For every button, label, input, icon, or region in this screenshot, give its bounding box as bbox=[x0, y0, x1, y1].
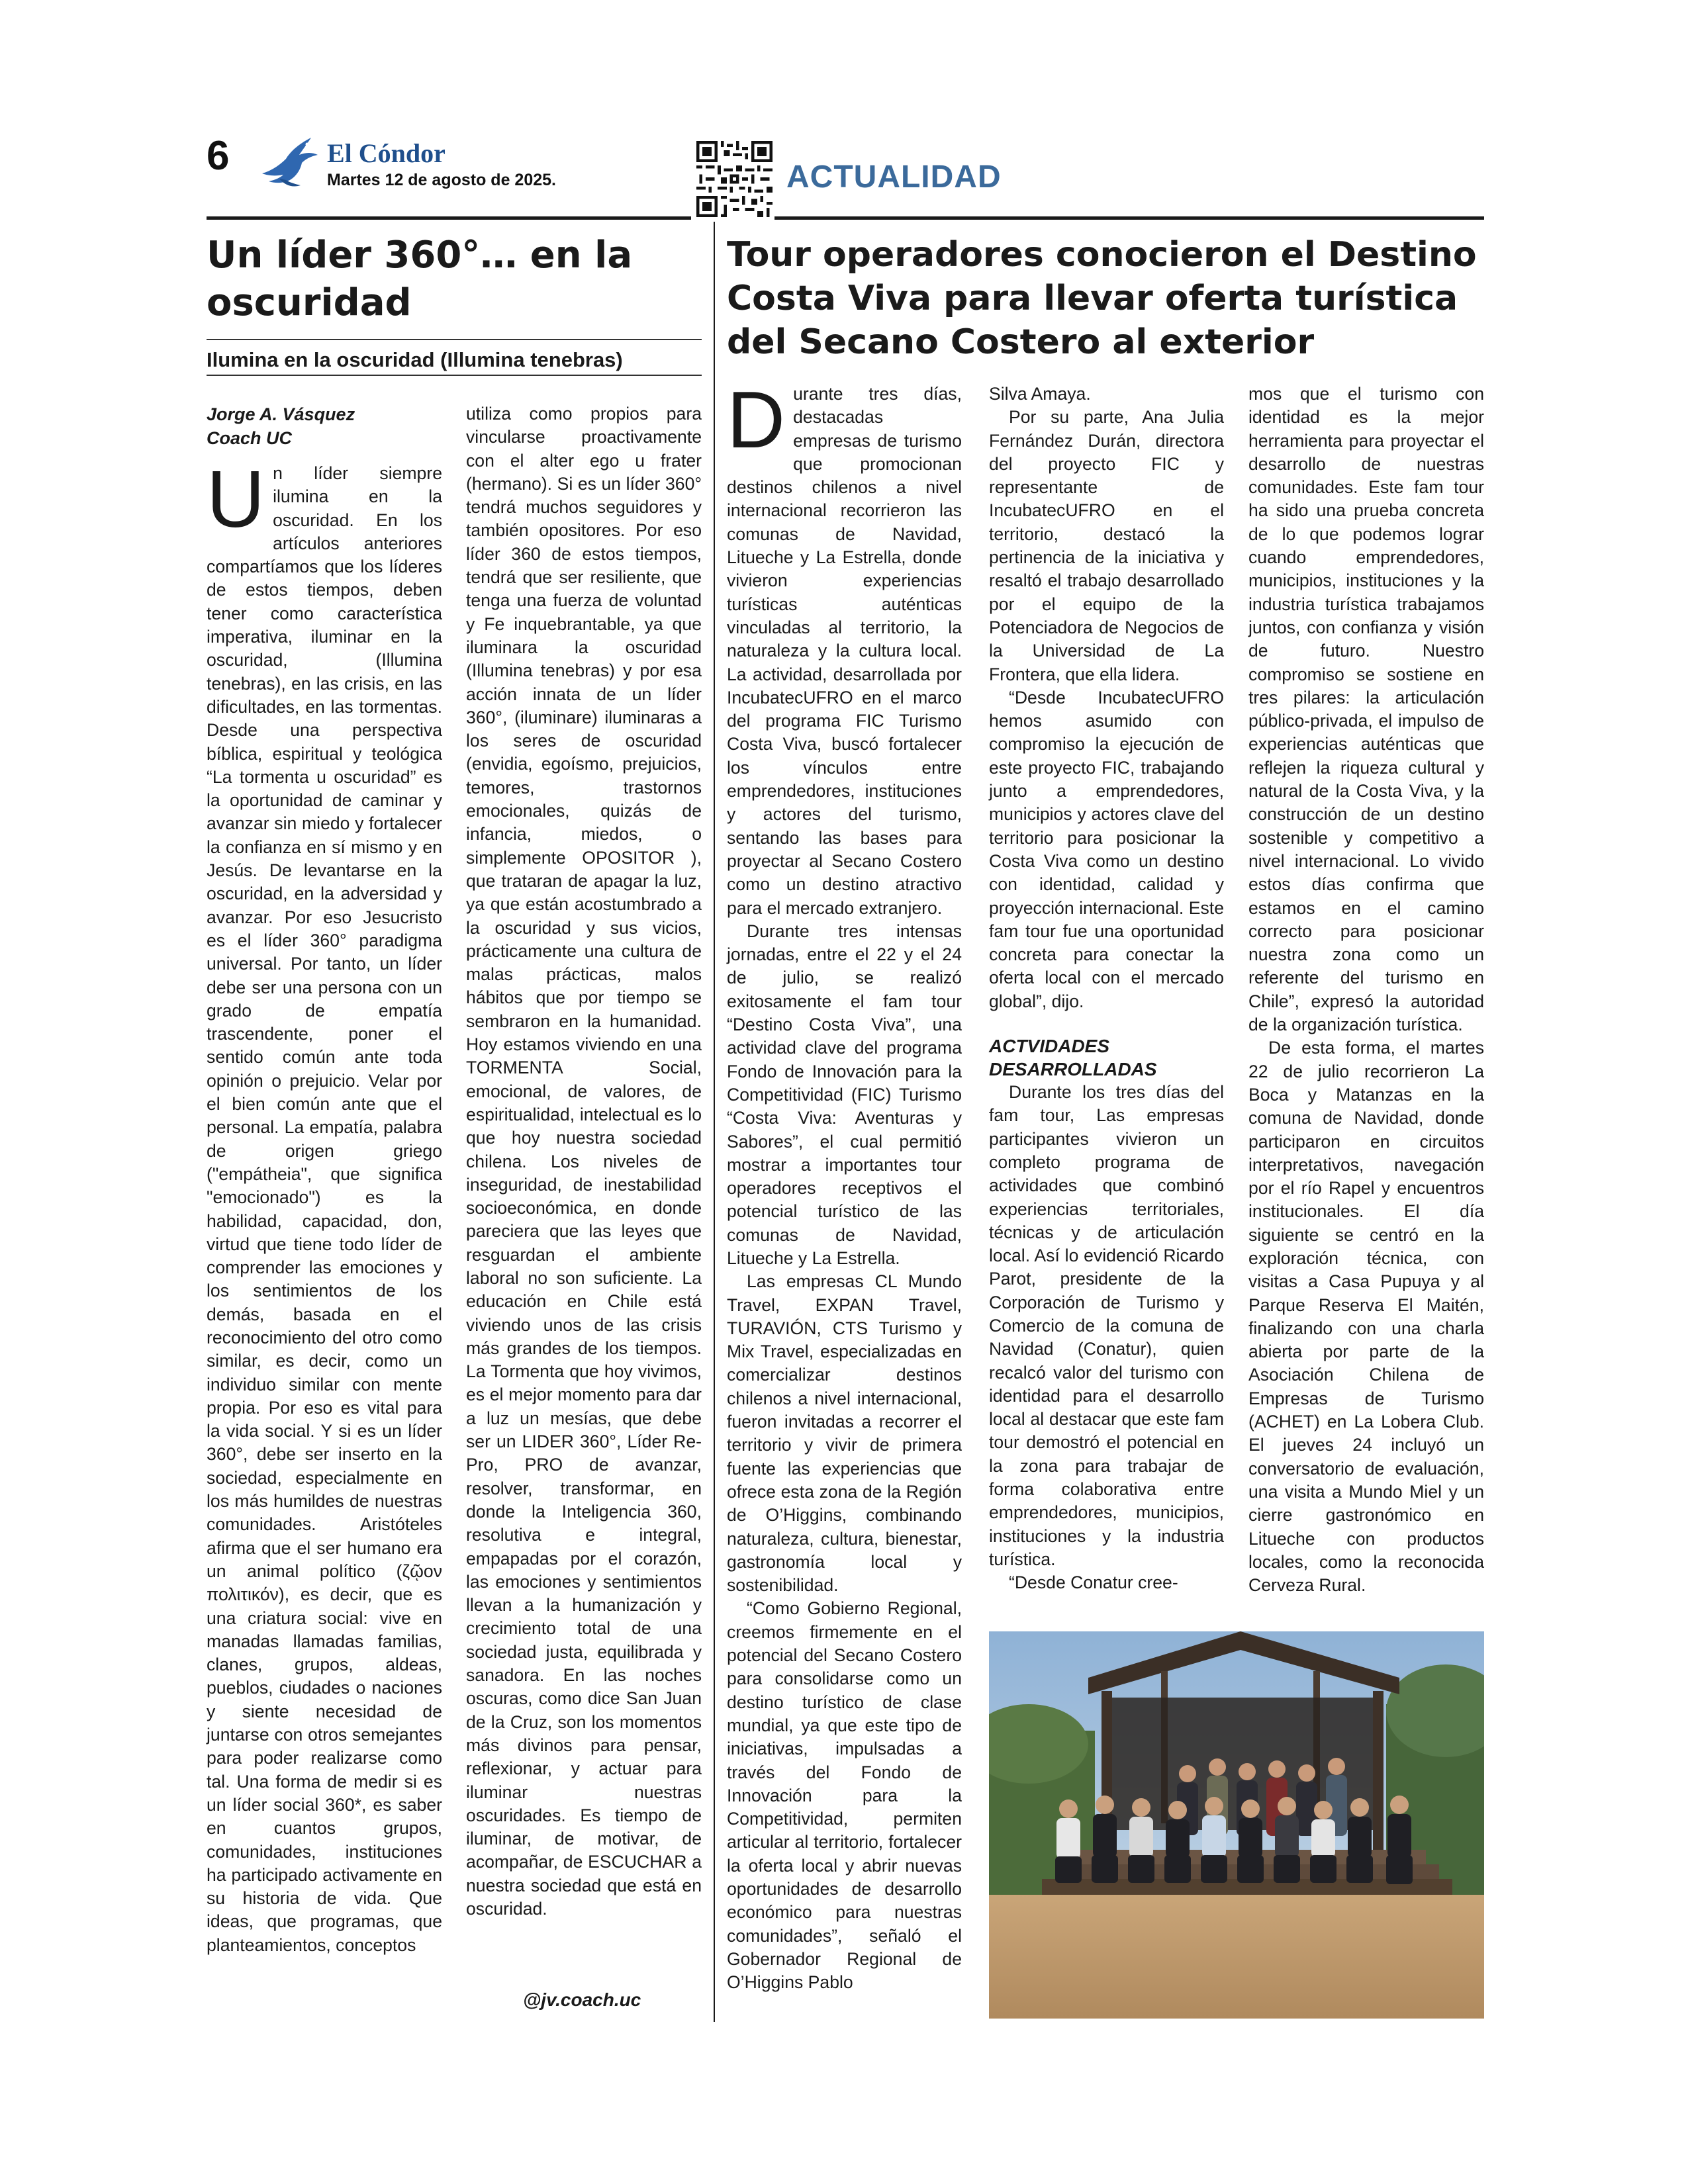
article-paragraph: Durante los tres días del fam tour, Las empresas participantes vivieron un completo programa de actividades que combinó experiencias territoriales, técnicas y de articulación local. Así lo evidenció Ricardo Parot, presidente de la Corporación de Turismo y Comercio de la comuna de Navidad (Conatur), quien recalcó valor del turismo con identidad para el desarrollo local al destacar que este fam tour demostró el potencial en la zona para trabajar de forma colaborativa entre emprendedores, municipios, instituciones y la industria turística. bbox=[989, 1082, 1224, 1569]
right-article-column-3 bbox=[1248, 383, 1484, 1597]
subtitle-rule-bottom bbox=[207, 375, 702, 376]
qr-code-icon[interactable] bbox=[696, 141, 773, 217]
drop-cap: D bbox=[727, 375, 786, 465]
byline bbox=[207, 402, 442, 450]
section-title: ACTUALIDAD bbox=[786, 159, 1002, 195]
condor-bird-icon bbox=[259, 132, 320, 193]
article-paragraph: De esta forma, el martes 22 de julio recorrieron La Boca y Matanzas en la comuna de Navidad, donde participaron en circuitos interpretativos, navegación por el río Rapel y encuentros institucionales. El día siguiente se centró en la exploración técnica, con visitas a Casa Pupuya y al Parque Reserva El Maitén, finalizando con una charla abierta por parte de la Asociación Chilena de Empresas de Turismo (ACHET) en La Lobera Club. El jueves 24 incluyó un conversatorio de evaluación, una visita a Mundo Miel y un cierre gastronómico en Litueche con productos locales, como la reconocida Cerveza Rural. bbox=[1248, 1038, 1484, 1596]
section-subhead: ACTVIDADES DESARROLLADAS bbox=[989, 1036, 1157, 1080]
column-divider bbox=[714, 222, 715, 2022]
article-paragraph: “Desde Conatur cree- bbox=[1009, 1572, 1178, 1593]
author-name: Jorge A. Vásquez bbox=[207, 404, 355, 424]
left-article-column-2 bbox=[466, 402, 702, 1921]
left-paragraph: utiliza como propios para vincularse proactivamente con el alter ego u frater (hermano). Si es un líder 360° tendrá muchos seguidores y también opositores. Por eso líder 360 de estos tiempos, tendrá que ser resiliente, que tenga una fuerza de voluntad y Fe inquebrantable, ya que iluminara la oscuridad (Illumina tenebras) y por esa acción innata de un líder 360°, (iluminare) iluminaras a los seres de oscuridad (envidia, egoísmo, prejuicios, temores, trastornos emocionales, quizás de infancia, miedos, o simplemente OPOSITOR ), que trataran de apagar la luz, ya que están acostumbrado a la oscuridad y sus vicios, prácticamente una cultura de malas prácticas, malos hábitos que por tiempo se sembraron en la humanidad. Hoy estamos viviendo en una TORMENTA Social, emocional, de valores, de espiritualidad, intelectual es lo que hoy nuestra sociedad chilena. Los niveles de inseguridad, de inestabilidad socioeconómica, en donde pareciera que las leyes que resguardan el ambiente laboral no son suficiente. La educación en Chile está viviendo unos de las crisis más grandes de los tiempos. La Tormenta que hoy vivimos, es el mejor momento para dar a luz un mesías, que debe ser un LIDER 360°, Líder Re-Pro, PRO de avanzar, resolver, transformar, en donde la Inteligencia 360, resolutiva e integral, empapadas por el corazón, las emociones y sentimientos llevan a la humanización y crecimiento total de una sociedad justa, equilibrada y sanadora. En las noches oscuras, como dice San Juan de la Cruz, son los momentos más divinos para pensar, reflexionar, y actuar para iluminar nuestras oscuridades. Es tiempo de iluminar, de motivar, de acompañar, de ESCUCHAR a nuestra sociedad que está en oscuridad. bbox=[466, 404, 702, 1919]
article-paragraph: “Como Gobierno Regional, creemos firmemente en el potencial del Secano Costero para consolidarse como un destino turístico de clase mundial, ya que este tipo de iniciativas, impulsadas a través del Fondo de Innovación para la Competitividad, permiten articular al territorio, fortalecer la oferta local y abrir nuevas oportunidades de desarrollo económico para nuestras comunidades”, señaló el Gobernador Regional de O’Higgins Pablo bbox=[727, 1598, 962, 1993]
right-article-column-2 bbox=[989, 383, 1224, 1595]
article-paragraph: mos que el turismo con identidad es la mejor herramienta para proyectar el desarrollo de nuestras comunidades. Este fam tour ha sido una prueba concreta de lo que podemos lograr cuando emprendedores, municipios, instituciones y la industria turística trabajamos juntos, con confianza y visión de futuro. Nuestro compromiso se sostiene en tres pilares: la articulación público-privada, el impulso de experiencias auténticas que reflejen la riqueza cultural y natural de la Costa Viva, y la construcción de un destino sostenible y competitivo a nivel internacional. Lo vivido estos días confirma que estamos en el camino correcto para posicionar nuestra zona como un referente del turismo en Chile”, expresó la autoridad de la organización turística. bbox=[1248, 384, 1484, 1035]
drop-cap: U bbox=[207, 454, 265, 544]
article-paragraph: Las empresas CL Mundo Travel, EXPAN Travel, TURAVIÓN, CTS Turismo y Mix Travel, especializadas en comercializar destinos chilenos a nivel internacional, fueron invitadas a recorrer el territorio y vivir de primera fuente las experiencias que ofrece esta zona de la Región de O’Higgins, combinando naturaleza, cultura, bienestar, gastronomía local y sostenibilidad. bbox=[727, 1271, 962, 1596]
left-paragraph bbox=[207, 454, 442, 1957]
header-rule-right bbox=[774, 216, 1484, 220]
header-rule-left bbox=[207, 216, 691, 220]
author-role: Coach UC bbox=[207, 428, 293, 448]
article-paragraph bbox=[727, 375, 962, 920]
article-paragraph: Por su parte, Ana Julia Fernández Durán, directora del proyecto FIC y representante de IncubatecUFRO en el territorio, destacó la pertinencia de la iniciativa y resaltó el trabajo desarrollado por el equipo de la Potenciadora de Negocios de la Universidad de La Frontera, que ella lidera. bbox=[989, 407, 1224, 684]
newspaper-name: El Cóndor bbox=[327, 138, 445, 168]
left-article-title: Un líder 360°… en la oscuridad bbox=[207, 234, 633, 324]
paragraph-text: urante tres días, destacadas empresas de turismo que promocionan destinos chilenos a nivel internacional recorrieron las comunas de Navidad, Litueche y La Estrella, donde vivieron experiencias turísticas auténticas vinculadas al territorio, la naturaleza y la cultura local. La actividad, desarrollada por IncubatecUFRO en el marco del programa FIC Turismo Costa Viva, buscó fortalecer los vínculos entre emprendedores, instituciones y actores del turismo, sentando las bases para proyectar al Secano Costero como un destino atractivo para el mercado extranjero. bbox=[727, 384, 962, 918]
article-paragraph: Silva Amaya. bbox=[989, 384, 1091, 404]
page-number: 6 bbox=[207, 133, 230, 179]
author-social-handle[interactable]: @jv.coach.uc bbox=[523, 1989, 641, 2010]
article-paragraph: Durante tres intensas jornadas, entre el 22 y el 24 de julio, se realizó exitosamente el fam tour “Destino Costa Viva”, una actividad clave del programa Fondo de Innovación para la Competitividad (FIC) Turismo “Costa Viva: Aventuras y Sabores”, el cual permitió mostrar a importantes tour operadores receptivos el potencial turístico de las comunas de Navidad, Litueche y La Estrella. bbox=[727, 921, 962, 1268]
article-paragraph: “Desde IncubatecUFRO hemos asumido con compromiso la ejecución de este proyecto FIC, trabajando junto a emprendedores, municipios y actores clave del territorio para posicionar la Costa Viva como un destino con identidad, calidad y proyección internacional. Este fam tour fue una oportunidad concreta para conectar la oferta local con el mercado global”, dijo. bbox=[989, 687, 1224, 1011]
left-article-subtitle: Ilumina en la oscuridad (Illumina tenebras) bbox=[207, 348, 623, 371]
right-article-column-1 bbox=[727, 375, 962, 1994]
paragraph-text: n líder siempre ilumina en la oscuridad. En los artículos anteriores compartíamos que los líderes de estos tiempos, deben tener como característica imperativa, iluminar en la oscuridad, (Illumina tenebras), en las crisis, en las dificultades, en las tormentas. Desde una perspectiva bíblica, espiritual y teológica “La tormenta u oscuridad” es la oportunidad de caminar y avanzar sin miedo y fortalecer la confianza en sí mismo y en Jesús. De levantarse en la oscuridad, en la adversidad y avanzar. Por eso Jesucristo es el líder 360° paradigma universal. Por tanto, un líder debe ser una persona con un grado de empatía trascendente, poner el sentido común ante toda opinión o prejuicio. Velar por el bien común ante que el personal. La empatía, palabra de origen griego ("empátheia", que significa "emocionado") es la habilidad, capacidad, don, virtud que tiene todo líder de comprender las emociones y los sentimientos de los demás, basada en el reconocimiento del otro como similar, es decir, como un individuo similar con mente propia. Por eso es vital para la vida social. Y si es un líder 360°, debe ser inserto en la sociedad, especialmente en los más humildes de nuestras comunidades. Aristóteles afirma que el ser humano era un animal político (ζῷον πολιτικόν), es decir, que es una criatura social: vive en manadas llamadas familias, clanes, grupos, aldeas, pueblos, ciudades o naciones y siente necesidad de juntarse con otros semejantes para poder realizarse como tal. Una forma de medir si es un líder social 360*, es saber en cuantos grupos, comunidades, instituciones ha participado activamente en su historia de vida. Que ideas, que programas, que planteamientos, conceptos bbox=[207, 463, 442, 1955]
group-photo bbox=[989, 1631, 1484, 2019]
subtitle-rule-top bbox=[207, 339, 702, 340]
issue-date: Martes 12 de agosto de 2025. bbox=[327, 171, 556, 189]
left-article-column-1 bbox=[207, 402, 442, 1957]
right-article-title: Tour operadores conocieron el Destino Costa Viva para llevar oferta turística del Secano Costero al exterior bbox=[727, 235, 1477, 362]
